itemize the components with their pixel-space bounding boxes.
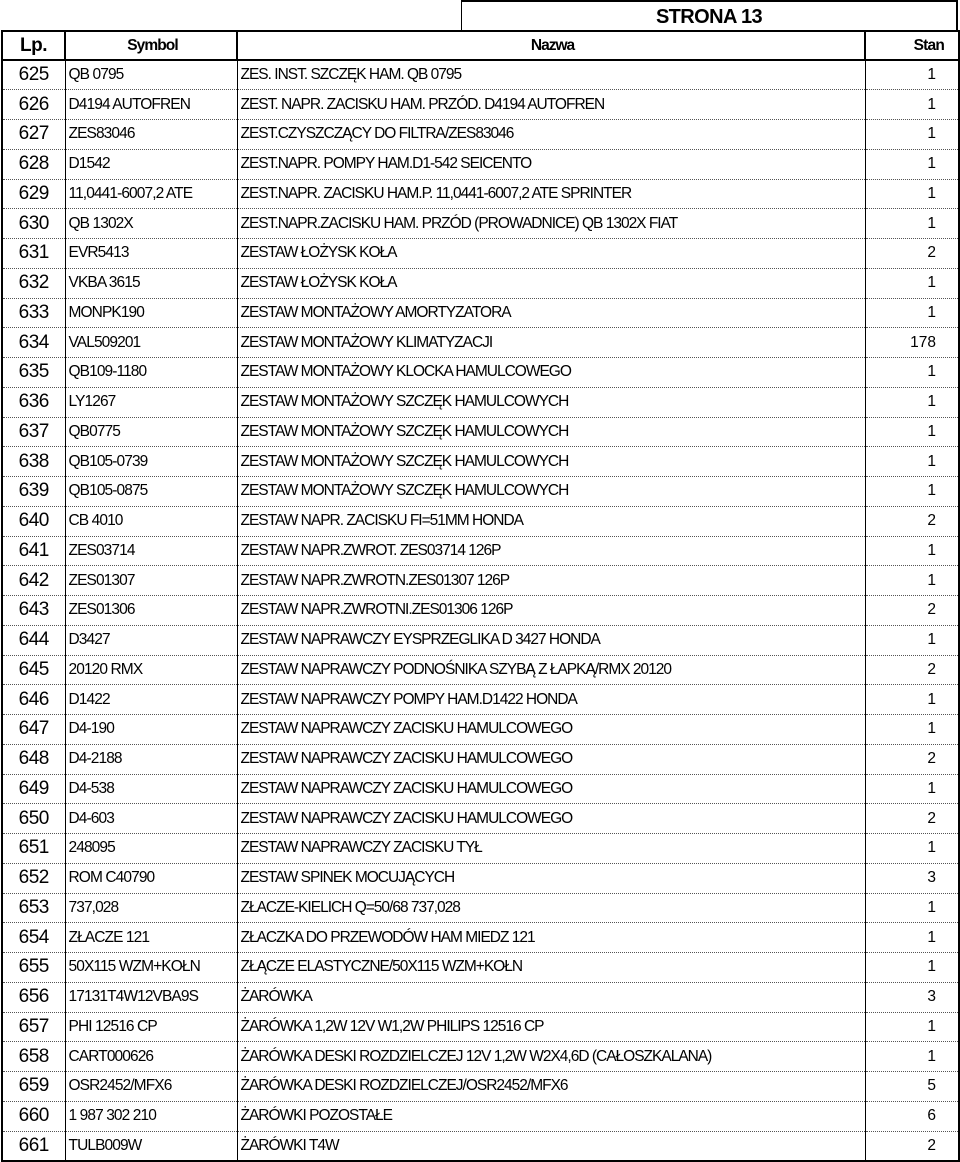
table-row [2,744,959,774]
cell-stan: 2 [865,1131,959,1161]
table-row [2,179,959,209]
cell-stan: 1 [865,447,959,477]
cell-nazwa: ZESTAW NAPRAWCZY ZACISKU HAMULCOWEGO [237,715,865,745]
cell-stan: 1 [865,209,959,239]
cell-lp: 629 [2,179,65,209]
table-row [2,1101,959,1131]
cell-lp: 628 [2,149,65,179]
table-row [2,506,959,536]
table-row [2,477,959,507]
cell-lp: 625 [2,60,65,90]
table-row [2,268,959,298]
cell-symbol: 1 987 302 210 [65,1101,237,1131]
cell-nazwa: ZEST.NAPR.ZACISKU HAM. PRZÓD (PROWADNICE) QB 1302X FIAT [237,209,865,239]
table-row [2,893,959,923]
cell-nazwa: ZESTAW NAPR. ZACISKU FI=51MM HONDA [237,506,865,536]
cell-lp: 649 [2,774,65,804]
table-row [2,596,959,626]
cell-nazwa: ZESTAW MONTAŻOWY SZCZĘK HAMULCOWYCH [237,417,865,447]
cell-nazwa: ZESTAW NAPR.ZWROT. ZES03714 126P [237,536,865,566]
cell-lp: 647 [2,715,65,745]
cell-lp: 633 [2,298,65,328]
cell-lp: 636 [2,387,65,417]
cell-lp: 654 [2,923,65,953]
cell-stan: 1 [865,298,959,328]
cell-stan: 1 [865,834,959,864]
cell-symbol: 248095 [65,834,237,864]
cell-lp: 637 [2,417,65,447]
cell-symbol: 737,028 [65,893,237,923]
table-row [2,328,959,358]
cell-lp: 641 [2,536,65,566]
cell-symbol: ZES01307 [65,566,237,596]
page-title: STRONA 13 [462,0,958,30]
cell-stan: 1 [865,953,959,983]
cell-lp: 627 [2,120,65,150]
cell-stan: 1 [865,566,959,596]
cell-lp: 632 [2,268,65,298]
cell-symbol: VKBA 3615 [65,268,237,298]
cell-nazwa: ZES. INST. SZCZĘK HAM. QB 0795 [237,60,865,90]
cell-symbol: VAL509201 [65,328,237,358]
cell-symbol: CB 4010 [65,506,237,536]
cell-nazwa: ZESTAW NAPRAWCZY PODNOŚNIKA SZYBĄ Z ŁAPKĄ/RMX 20120 [237,655,865,685]
table-row [2,685,959,715]
cell-symbol: QB 0795 [65,60,237,90]
cell-symbol: OSR2452/MFX6 [65,1072,237,1102]
cell-nazwa: ZESTAW MONTAŻOWY AMORTYZATORA [237,298,865,328]
cell-symbol: QB105-0739 [65,447,237,477]
table-row [2,417,959,447]
cell-symbol: D1542 [65,149,237,179]
cell-nazwa: ŻARÓWKA DESKI ROZDZIELCZEJ 12V 1,2W W2X4,6D (CAŁOSZKALANA) [237,1042,865,1072]
cell-lp: 660 [2,1101,65,1131]
cell-nazwa: ZESTAW NAPRAWCZY ZACISKU TYŁ [237,834,865,864]
cell-nazwa: ZESTAW NAPRAWCZY ZACISKU HAMULCOWEGO [237,804,865,834]
header-nazwa: Nazwa [237,31,865,60]
cell-stan: 1 [865,774,959,804]
cell-lp: 631 [2,239,65,269]
cell-lp: 651 [2,834,65,864]
cell-lp: 642 [2,566,65,596]
cell-stan: 1 [865,387,959,417]
cell-nazwa: ZESTAW ŁOŻYSK KOŁA [237,268,865,298]
cell-stan: 3 [865,863,959,893]
cell-nazwa: ZESTAW NAPRAWCZY POMPY HAM.D1422 HONDA [237,685,865,715]
cell-symbol: D4-603 [65,804,237,834]
cell-symbol: 20120 RMX [65,655,237,685]
table-row [2,655,959,685]
cell-stan: 1 [865,893,959,923]
table-row [2,1012,959,1042]
table-row [2,536,959,566]
cell-symbol: D4194 AUTOFREN [65,90,237,120]
cell-symbol: 50X115 WZM+KOŁN [65,953,237,983]
cell-nazwa: ZESTAW NAPRAWCZY ZACISKU HAMULCOWEGO [237,744,865,774]
table-row [2,1131,959,1161]
cell-nazwa: ZŁACZE-KIELICH Q=50/68 737,028 [237,893,865,923]
cell-symbol: CART000626 [65,1042,237,1072]
table-row [2,120,959,150]
cell-lp: 661 [2,1131,65,1161]
cell-nazwa: ŻARÓWKI POZOSTAŁE [237,1101,865,1131]
cell-symbol: D4-538 [65,774,237,804]
cell-symbol: QB109-1180 [65,358,237,388]
table-row [2,863,959,893]
cell-stan: 2 [865,655,959,685]
cell-stan: 1 [865,685,959,715]
cell-nazwa: ZESTAW MONTAŻOWY SZCZĘK HAMULCOWYCH [237,387,865,417]
cell-lp: 643 [2,596,65,626]
cell-nazwa: ZESTAW NAPR.ZWROTN.ZES01307 126P [237,566,865,596]
cell-nazwa: ZEST. NAPR. ZACISKU HAM. PRZÓD. D4194 AUTOFREN [237,90,865,120]
cell-lp: 630 [2,209,65,239]
header-symbol: Symbol [65,31,237,60]
table-row [2,923,959,953]
cell-nazwa: ZESTAW ŁOŻYSK KOŁA [237,239,865,269]
cell-lp: 634 [2,328,65,358]
cell-lp: 656 [2,982,65,1012]
table-row [2,566,959,596]
cell-lp: 650 [2,804,65,834]
cell-stan: 1 [865,268,959,298]
table-row [2,982,959,1012]
table-row [2,447,959,477]
cell-stan: 1 [865,1042,959,1072]
cell-symbol: 17131T4W12VBA9S [65,982,237,1012]
header-row [2,31,959,60]
cell-lp: 638 [2,447,65,477]
cell-stan: 1 [865,1012,959,1042]
cell-lp: 646 [2,685,65,715]
cell-lp: 640 [2,506,65,536]
cell-symbol: QB 1302X [65,209,237,239]
inventory-sheet [1,0,958,1162]
cell-nazwa: ZESTAW MONTAŻOWY SZCZĘK HAMULCOWYCH [237,447,865,477]
cell-nazwa: ŻARÓWKI T4W [237,1131,865,1161]
table-row [2,298,959,328]
table-row [2,774,959,804]
cell-lp: 644 [2,625,65,655]
cell-nazwa: ZESTAW NAPR.ZWROTNI.ZES01306 126P [237,596,865,626]
cell-symbol: QB0775 [65,417,237,447]
title-row [1,0,958,30]
cell-stan: 1 [865,715,959,745]
cell-symbol: D4-190 [65,715,237,745]
cell-lp: 659 [2,1072,65,1102]
header-stan: Stan [865,31,959,60]
cell-nazwa: ZESTAW SPINEK MOCUJĄCYCH [237,863,865,893]
cell-stan: 3 [865,982,959,1012]
table-row [2,953,959,983]
cell-nazwa: ŻARÓWKA 1,2W 12V W1,2W PHILIPS 12516 CP [237,1012,865,1042]
cell-symbol: ZES03714 [65,536,237,566]
cell-stan: 6 [865,1101,959,1131]
cell-symbol: TULB009W [65,1131,237,1161]
table-row [2,60,959,90]
cell-stan: 2 [865,804,959,834]
cell-lp: 635 [2,358,65,388]
table-row [2,358,959,388]
cell-lp: 652 [2,863,65,893]
table-row [2,90,959,120]
table-row [2,239,959,269]
table-row [2,1042,959,1072]
cell-nazwa: ZŁĄCZE ELASTYCZNE/50X115 WZM+KOŁN [237,953,865,983]
cell-stan: 2 [865,596,959,626]
cell-stan: 1 [865,923,959,953]
table-row [2,387,959,417]
cell-symbol: D3427 [65,625,237,655]
table-row [2,209,959,239]
cell-stan: 1 [865,536,959,566]
cell-nazwa: ZŁACZKA DO PRZEWODÓW HAM MIEDZ 121 [237,923,865,953]
cell-symbol: D1422 [65,685,237,715]
cell-lp: 648 [2,744,65,774]
cell-stan: 1 [865,358,959,388]
cell-stan: 2 [865,239,959,269]
cell-stan: 2 [865,744,959,774]
cell-symbol: QB105-0875 [65,477,237,507]
header-lp: Lp. [2,31,65,60]
cell-symbol: 11,0441-6007,2 ATE [65,179,237,209]
cell-symbol: ROM C40790 [65,863,237,893]
table-row [2,834,959,864]
cell-lp: 657 [2,1012,65,1042]
table-row [2,149,959,179]
cell-lp: 658 [2,1042,65,1072]
cell-symbol: MONPK190 [65,298,237,328]
cell-symbol: D4-2188 [65,744,237,774]
cell-symbol: EVR5413 [65,239,237,269]
cell-nazwa: ZESTAW NAPRAWCZY EYSPRZEGLIKA D 3427 HONDA [237,625,865,655]
table-row [2,804,959,834]
cell-nazwa: ŻARÓWKA [237,982,865,1012]
cell-nazwa: ZESTAW MONTAŻOWY SZCZĘK HAMULCOWYCH [237,477,865,507]
cell-stan: 1 [865,90,959,120]
cell-nazwa: ZEST.NAPR. POMPY HAM.D1-542 SEICENTO [237,149,865,179]
cell-stan: 5 [865,1072,959,1102]
cell-symbol: PHI 12516 CP [65,1012,237,1042]
table-row [2,715,959,745]
cell-symbol: ZŁACZE 121 [65,923,237,953]
cell-lp: 645 [2,655,65,685]
cell-symbol: LY1267 [65,387,237,417]
cell-lp: 639 [2,477,65,507]
cell-lp: 626 [2,90,65,120]
cell-nazwa: ZEST.NAPR. ZACISKU HAM.P. 11,0441-6007,2 ATE SPRINTER [237,179,865,209]
cell-lp: 655 [2,953,65,983]
cell-nazwa: ŻARÓWKA DESKI ROZDZIELCZEJ/OSR2452/MFX6 [237,1072,865,1102]
inventory-table [1,30,960,1162]
cell-stan: 1 [865,179,959,209]
cell-stan: 1 [865,417,959,447]
cell-symbol: ZES01306 [65,596,237,626]
cell-stan: 1 [865,120,959,150]
table-body [2,60,959,1161]
cell-stan: 1 [865,149,959,179]
table-row [2,1072,959,1102]
cell-stan: 2 [865,506,959,536]
cell-nazwa: ZESTAW NAPRAWCZY ZACISKU HAMULCOWEGO [237,774,865,804]
cell-nazwa: ZESTAW MONTAŻOWY KLIMATYZACJI [237,328,865,358]
table-row [2,625,959,655]
cell-stan: 1 [865,60,959,90]
cell-stan: 178 [865,328,959,358]
cell-nazwa: ZEST.CZYSZCZĄCY DO FILTRA/ZES83046 [237,120,865,150]
cell-symbol: ZES83046 [65,120,237,150]
cell-lp: 653 [2,893,65,923]
cell-nazwa: ZESTAW MONTAŻOWY KLOCKA HAMULCOWEGO [237,358,865,388]
cell-stan: 1 [865,625,959,655]
cell-stan: 1 [865,477,959,507]
